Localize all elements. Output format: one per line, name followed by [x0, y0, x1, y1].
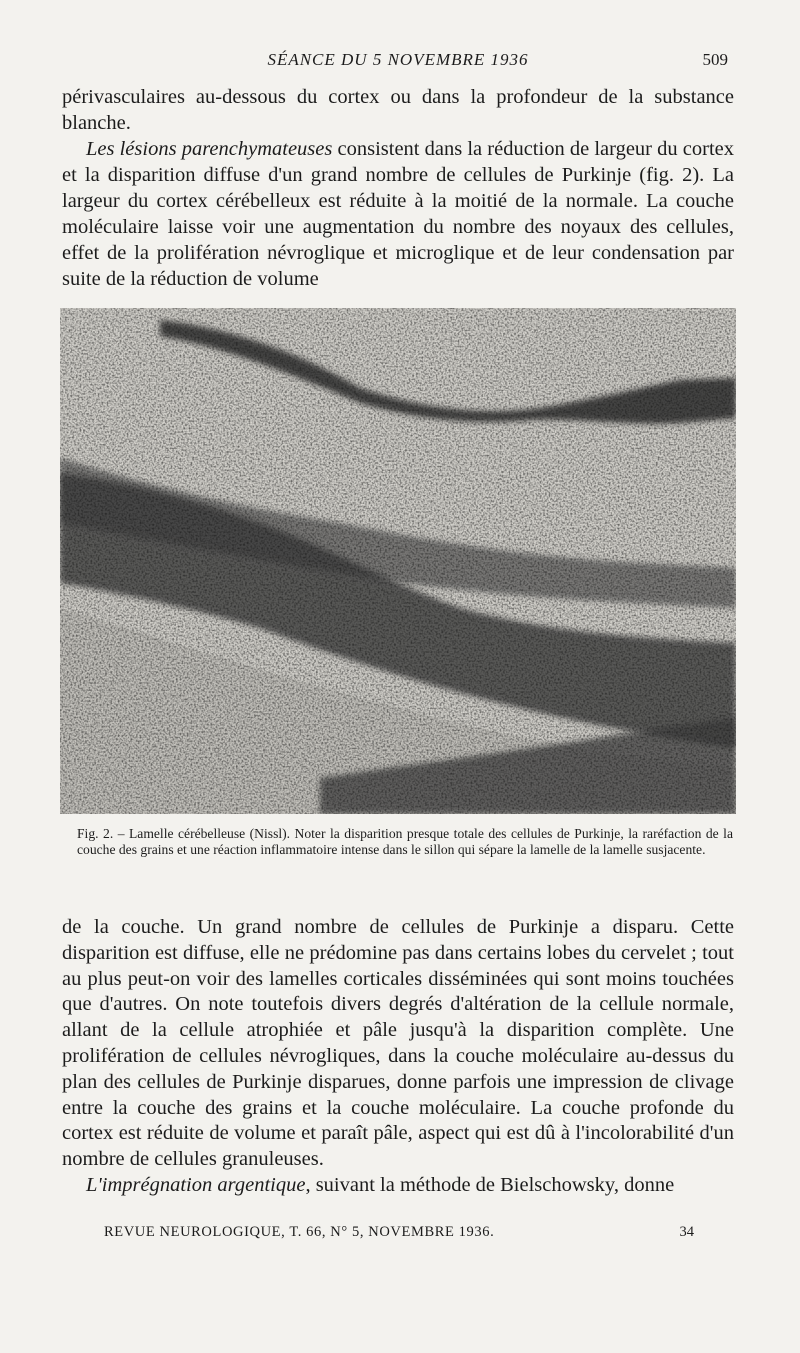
page-footer	[104, 1224, 694, 1246]
page-number: 509	[702, 50, 728, 69]
paragraph	[62, 1173, 734, 1199]
paragraph-text: consistent dans la réduction de largeur du cortex et la disparition diffuse d'un grand nombre de cellules de Purkinje (fig. 2). La largeur du cortex cérébelleux est réduite à la moitié de la normale. La couche moléculaire laisse voir une augmentation du nombre des noyaux des cellules, effet de la prolifération névroglique et microglique et de leur condensation par suite de la réduction de volume	[62, 138, 734, 290]
paragraph	[62, 136, 734, 292]
micrograph-image	[60, 308, 736, 814]
italic-lead: L'imprégnation argentique	[86, 1173, 306, 1196]
paragraph-text: , suivant la méthode de Bielschowsky, donne	[305, 1173, 675, 1196]
signature-number: 34	[679, 1224, 694, 1240]
body-text-bottom	[62, 915, 734, 1199]
paragraph: de la couche. Un grand nombre de cellules de Purkinje a disparu. Cette disparition est diffuse, elle ne prédomine pas dans certains lobes du cervelet ; tout au plus peut-on voir des lamelles corticales disséminées qui sont moins touchées que d'autres. On note toutefois divers degrés d'altération de la cellule normale, allant de la cellule atrophiée et pâle jusqu'à la disparition complète. Une prolifération de cellules névrogliques, dans la couche moléculaire au-dessus du plan des cellules de Purkinje disparues, donne parfois une impression de clivage entre la couche des grains et la couche moléculaire. La couche profonde du cortex est réduite de volume et paraît pâle, aspect qui est dû à l'incolorabilité d'un nombre de cellules granuleuses.	[62, 916, 734, 1171]
body-text-top	[62, 84, 734, 292]
journal-citation: REVUE NEUROLOGIQUE, T. 66, N° 5, NOVEMBRE 1936.	[104, 1224, 495, 1240]
paragraph: périvasculaires au-dessous du cortex ou dans la profondeur de la substance blanche.	[62, 86, 734, 134]
running-head	[62, 48, 734, 72]
figure-caption: Fig. 2. – Lamelle cérébelleuse (Nissl). Noter la disparition presque totale des cellules de Purkinje, la raréfaction de la couche des grains et une réaction inflammatoire intense dans le sillon qui sépare la lamelle de la lamelle susjacente.	[77, 826, 733, 857]
italic-lead: Les lésions parenchymateuses	[86, 138, 333, 160]
running-title: SÉANCE DU 5 NOVEMBRE 1936	[267, 50, 529, 69]
histology-figure	[60, 308, 736, 814]
